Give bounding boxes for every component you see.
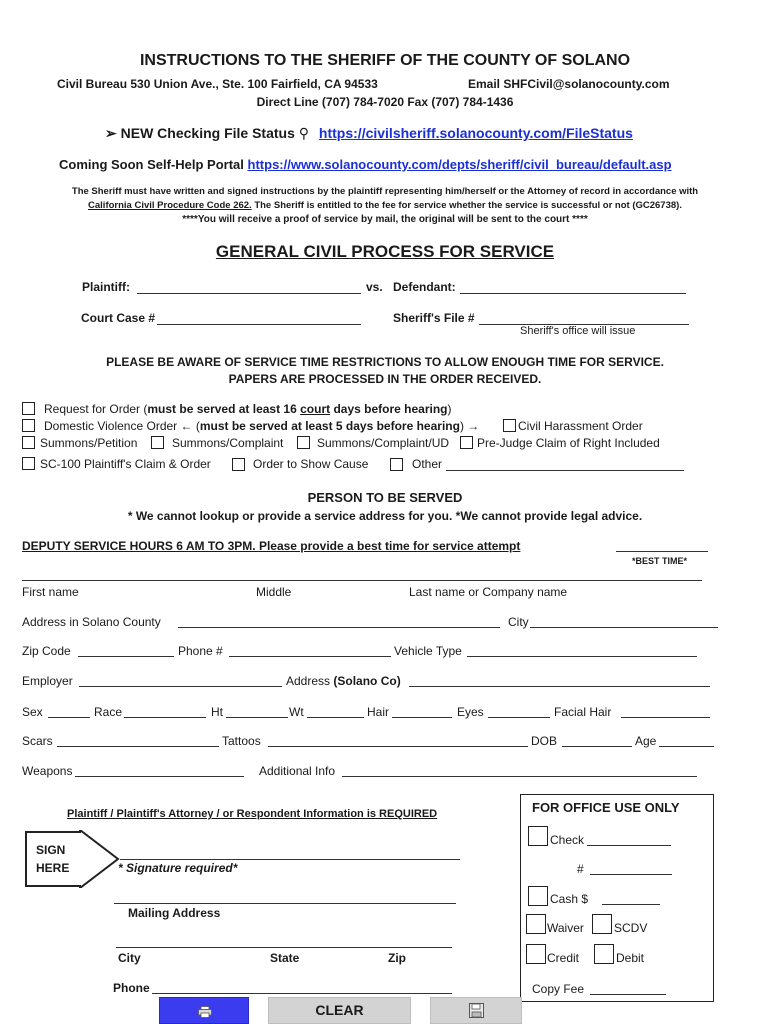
sig-phone-field[interactable] xyxy=(152,993,452,994)
facial-hair-field[interactable] xyxy=(621,717,710,718)
court-case-field[interactable] xyxy=(157,324,361,325)
dob-field[interactable] xyxy=(562,746,632,747)
check-checkbox[interactable] xyxy=(528,826,548,846)
summons-petition-checkbox[interactable] xyxy=(22,436,35,449)
wt-label: Wt xyxy=(289,705,304,719)
warning-line-1: PLEASE BE AWARE OF SERVICE TIME RESTRICTIONS TO ALLOW ENOUGH TIME FOR SERVICE. xyxy=(106,355,664,369)
file-status-link[interactable]: https://civilsheriff.solanocounty.com/FileStatus xyxy=(318,125,633,141)
printer-icon xyxy=(198,1006,212,1018)
warning-line-2: PAPERS ARE PROCESSED IN THE ORDER RECEIVED. xyxy=(228,372,542,386)
cash-label: Cash $ xyxy=(550,892,589,906)
other-field[interactable] xyxy=(446,470,684,471)
prejudge-claim-checkbox[interactable] xyxy=(460,436,473,449)
zip-label: Zip Code xyxy=(22,644,71,658)
sign-here-line-1: SIGN xyxy=(36,843,66,857)
cash-checkbox[interactable] xyxy=(528,886,548,906)
civil-harassment-checkbox[interactable] xyxy=(503,419,516,432)
office-title: FOR OFFICE USE ONLY xyxy=(532,800,680,815)
emp-address-field[interactable] xyxy=(409,686,710,687)
additional-info-label: Additional Info xyxy=(259,764,336,778)
form-title: INSTRUCTIONS TO THE SHERIFF OF THE COUNTY OF SOLANO xyxy=(139,52,631,69)
osc-label: Order to Show Cause xyxy=(253,457,369,471)
portal-row xyxy=(59,157,672,172)
other-checkbox[interactable] xyxy=(390,458,403,471)
best-time-field[interactable] xyxy=(616,551,708,552)
number-label: # xyxy=(577,862,584,876)
plaintiff-field[interactable] xyxy=(137,293,361,294)
file-status-row xyxy=(105,125,633,142)
scdv-label: SCDV xyxy=(614,921,648,935)
summons-complaint-ud-label: Summons/Complaint/UD xyxy=(317,436,450,450)
defendant-field[interactable] xyxy=(460,293,686,294)
zip-field[interactable] xyxy=(78,656,174,657)
court-case-label: Court Case # xyxy=(81,311,156,325)
sex-label: Sex xyxy=(22,705,43,719)
mailing-address-field[interactable] xyxy=(114,903,456,904)
dv-order-label: Domestic Violence Order ← (must be served at least 5 days before hearing) → xyxy=(44,419,480,433)
bureau-phone: Direct Line (707) 784-7020 Fax (707) 784-1436 xyxy=(256,95,514,109)
tattoos-label: Tattoos xyxy=(222,734,261,748)
person-title: PERSON TO BE SERVED xyxy=(307,490,463,505)
sheriff-file-label: Sheriff's File # xyxy=(393,311,475,325)
sex-field[interactable] xyxy=(48,717,90,718)
sc100-label: SC-100 Plaintiff's Claim & Order xyxy=(40,457,211,471)
required-header: Plaintiff / Plaintiff's Attorney / or Respondent Information is REQUIRED xyxy=(67,808,438,820)
ht-label: Ht xyxy=(211,705,223,719)
check-label: Check xyxy=(550,833,585,847)
eyes-field[interactable] xyxy=(488,717,550,718)
address-field[interactable] xyxy=(178,627,500,628)
prejudge-claim-label: Pre-Judge Claim of Right Included xyxy=(477,436,660,450)
hair-field[interactable] xyxy=(392,717,452,718)
bureau-email: Email SHFCivil@solanocounty.com xyxy=(468,77,670,91)
mailing-address-label: Mailing Address xyxy=(128,906,221,920)
number-field xyxy=(590,874,672,875)
race-field[interactable] xyxy=(124,717,206,718)
notice-code: California Civil Procedure Code 262. xyxy=(88,200,252,211)
defendant-label: Defendant: xyxy=(393,280,456,294)
signature-field[interactable] xyxy=(120,859,460,860)
hair-label: Hair xyxy=(367,705,390,719)
process-title: GENERAL CIVIL PROCESS FOR SERVICE xyxy=(215,242,555,261)
sheriff-file-note: Sheriff's office will issue xyxy=(520,325,636,337)
notice-line-3: ****You will receive a proof of service by mail, the original will be sent to the court **** xyxy=(182,214,588,225)
race-label: Race xyxy=(94,705,123,719)
middle-label: Middle xyxy=(256,585,292,599)
check-field xyxy=(587,845,671,846)
summons-complaint-label: Summons/Complaint xyxy=(172,436,284,450)
first-name-label: First name xyxy=(22,585,79,599)
scdv-checkbox[interactable] xyxy=(592,914,612,934)
scars-label: Scars xyxy=(22,734,53,748)
eyes-label: Eyes xyxy=(457,705,484,719)
copy-fee-field xyxy=(590,994,666,995)
employer-field[interactable] xyxy=(79,686,282,687)
vehicle-label: Vehicle Type xyxy=(394,644,462,658)
sig-zip-label: Zip xyxy=(388,951,406,965)
phone-field[interactable] xyxy=(229,656,391,657)
employer-label: Employer xyxy=(22,674,73,688)
arrow-bullet-icon: ➢ xyxy=(105,125,117,141)
save-icon xyxy=(469,1003,484,1018)
phone-label: Phone # xyxy=(178,644,223,658)
search-icon: ⚲ xyxy=(298,125,310,141)
request-order-checkbox[interactable] xyxy=(22,402,35,415)
facial-hair-label: Facial Hair xyxy=(554,705,612,719)
city-state-zip-field[interactable] xyxy=(116,947,452,948)
portal-link[interactable]: https://www.solanocounty.com/depts/sheriff/civil_bureau/default.asp xyxy=(247,157,672,172)
name-field[interactable] xyxy=(22,580,702,581)
sig-city-label: City xyxy=(118,951,141,965)
additional-info-field[interactable] xyxy=(342,776,697,777)
clear-button[interactable]: CLEAR xyxy=(268,997,411,1024)
osc-checkbox[interactable] xyxy=(232,458,245,471)
credit-label: Credit xyxy=(547,951,580,965)
last-name-label: Last name or Company name xyxy=(409,585,568,599)
person-note: * We cannot lookup or provide a service address for you. *We cannot provide legal advice. xyxy=(127,509,643,523)
portal-label: Coming Soon Self-Help Portal xyxy=(59,157,244,172)
copy-fee-label: Copy Fee xyxy=(532,982,585,996)
notice-rest: The Sheriff is entitled to the fee for service whether the service is successful or not (GC26738). xyxy=(251,200,682,211)
civil-harassment-label: Civil Harassment Order xyxy=(518,419,643,433)
address-label: Address in Solano County xyxy=(22,615,161,629)
sig-phone-label: Phone xyxy=(113,981,150,995)
vehicle-field[interactable] xyxy=(467,656,697,657)
summons-petition-label: Summons/Petition xyxy=(40,436,138,450)
city-field[interactable] xyxy=(530,627,718,628)
plaintiff-label: Plaintiff: xyxy=(82,280,130,294)
scars-field[interactable] xyxy=(57,746,219,747)
best-time-label: *BEST TIME* xyxy=(632,556,688,566)
request-order-label: Request for Order (must be served at least 16 court days before hearing) xyxy=(44,402,452,416)
sig-state-label: State xyxy=(270,951,300,965)
sc100-checkbox[interactable] xyxy=(22,457,35,470)
summons-complaint-checkbox[interactable] xyxy=(151,436,164,449)
sign-here-arrow-icon xyxy=(24,830,120,888)
sign-here-line-2: HERE xyxy=(36,861,70,875)
notice-line-1: The Sheriff must have written and signed instructions by the plaintiff representing him/herself or the Attorney of record in accordance with xyxy=(71,186,699,197)
dv-order-checkbox[interactable] xyxy=(22,419,35,432)
signature-required-label: * Signature required* xyxy=(118,861,238,875)
waiver-label: Waiver xyxy=(547,921,584,935)
debit-checkbox[interactable] xyxy=(594,944,614,964)
save-button[interactable] xyxy=(430,997,522,1024)
age-label: Age xyxy=(635,734,657,748)
age-field[interactable] xyxy=(659,746,714,747)
credit-checkbox[interactable] xyxy=(526,944,546,964)
debit-label: Debit xyxy=(616,951,645,965)
tattoos-field[interactable] xyxy=(268,746,528,747)
weapons-label: Weapons xyxy=(22,764,73,778)
summons-complaint-ud-checkbox[interactable] xyxy=(297,436,310,449)
deputy-hours: DEPUTY SERVICE HOURS 6 AM TO 3PM. Please provide a best time for service attempt xyxy=(22,539,521,553)
cash-field xyxy=(602,904,660,905)
weapons-field[interactable] xyxy=(75,776,244,777)
wt-field[interactable] xyxy=(307,717,364,718)
other-label: Other xyxy=(412,457,443,471)
vs-label: vs. xyxy=(366,280,383,294)
waiver-checkbox[interactable] xyxy=(526,914,546,934)
bureau-address: Civil Bureau 530 Union Ave., Ste. 100 Fairfield, CA 94533 xyxy=(57,77,378,91)
emp-address-label: Address (Solano Co) xyxy=(286,674,401,688)
notice-line-2 xyxy=(0,200,770,211)
city-label: City xyxy=(508,615,529,629)
print-button[interactable] xyxy=(159,997,249,1024)
file-status-label: NEW Checking File Status xyxy=(120,125,295,141)
dob-label: DOB xyxy=(531,734,558,748)
ht-field[interactable] xyxy=(226,717,288,718)
